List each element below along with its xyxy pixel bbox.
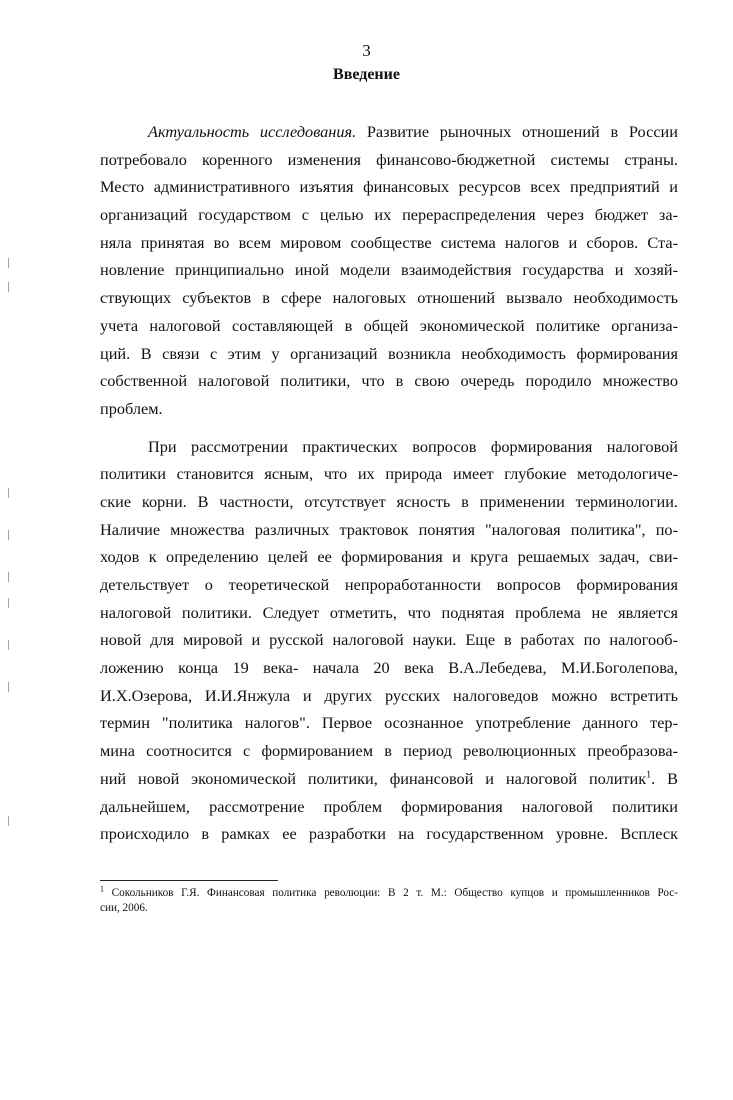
text-span: . В bbox=[651, 768, 678, 788]
footnote bbox=[100, 886, 678, 916]
page-number: 3 bbox=[362, 41, 371, 60]
text-line: термин "политика налогов". Первое осознанное употребление данного тер- bbox=[100, 713, 678, 733]
paragraph bbox=[100, 433, 678, 848]
text-line: ций. В связи с этим у организаций возникла необходимость формирования bbox=[100, 343, 678, 363]
text-line: детельствует о теоретической непроработанности вопросов формирования bbox=[100, 575, 678, 594]
text-span: Развитие рыночных отношений в России bbox=[366, 122, 678, 141]
text-line: При рассмотрении практических вопросов формирования налоговой bbox=[148, 436, 678, 456]
text-line: организаций государством с целью их перераспределения через бюджет за- bbox=[100, 205, 678, 225]
footnote-line: сии, 2006. bbox=[100, 902, 148, 914]
text-line: учета налоговой составляющей в общей экономической политике организа- bbox=[100, 315, 678, 335]
text-line: мина соотносится с формированием в период революционных преобразова- bbox=[100, 741, 678, 761]
scan-artifact bbox=[8, 258, 13, 268]
text-line: политики становится ясным, что их природа имеет глубокие методологиче- bbox=[100, 464, 678, 484]
text-line: Место административного изъятия финансовых ресурсов всех предприятий и bbox=[100, 177, 678, 197]
text-line: потребовало коренного изменения финансово-бюджетной системы страны. bbox=[100, 149, 678, 169]
scan-artifact bbox=[8, 530, 13, 540]
scan-artifact bbox=[8, 572, 13, 582]
text-line: ствующих субъектов в сфере налоговых отношений вызвало необходимость bbox=[100, 288, 678, 308]
text-line: няла принятая во всем мировом сообществе система налогов и сборов. Ста- bbox=[100, 232, 678, 252]
page-title: Введение bbox=[333, 66, 400, 83]
footnote-text: Сокольников Г.Я. Финансовая политика революции: В 2 т. М.: Общество купцов и промышленников Рос- bbox=[111, 887, 679, 899]
scan-artifact bbox=[8, 282, 13, 292]
scan-artifact bbox=[8, 640, 13, 650]
scan-artifact bbox=[8, 598, 13, 608]
footnote-reference[interactable]: 1 bbox=[646, 769, 652, 781]
text-span: ний новой экономической политики, финансовой и налоговой политик bbox=[100, 768, 647, 788]
footnote-line bbox=[100, 886, 678, 901]
text-line: дальнейшем, рассмотрение проблем формирования налоговой политики bbox=[100, 796, 678, 816]
text-line: новление принципиально иной модели взаимодействия государства и хозяй- bbox=[100, 260, 678, 280]
paragraph bbox=[100, 118, 678, 423]
text-line: новой для мировой и русской налоговой науки. Еще в работах по налогооб- bbox=[100, 630, 678, 650]
scan-artifact bbox=[8, 682, 13, 692]
text-line: И.Х.Озерова, И.И.Янжула и других русских налоговедов можно встретить bbox=[100, 685, 678, 705]
text-line bbox=[100, 118, 678, 146]
scan-artifact bbox=[8, 488, 13, 498]
text-line: проблем. bbox=[100, 398, 163, 418]
footnote-separator bbox=[100, 880, 278, 881]
footnote-mark: 1 bbox=[100, 884, 104, 894]
text-line: налоговой политики. Следует отметить, что поднятая проблема не является bbox=[100, 602, 678, 622]
body-text bbox=[100, 118, 678, 848]
text-line: ские корни. В частности, отсутствует ясность в применении терминологии. bbox=[100, 491, 678, 511]
lead-phrase: Актуальность исследования. bbox=[148, 122, 357, 141]
paragraph-spacer bbox=[100, 423, 678, 433]
text-line: собственной налоговой политики, что в свою очередь породило множество bbox=[100, 371, 678, 391]
text-line: Наличие множества различных трактовок понятия "налоговая политика", по- bbox=[100, 519, 678, 539]
scan-artifact bbox=[8, 816, 13, 826]
text-line: ложению конца 19 века- начала 20 века В.А.Лебедева, М.И.Боголепова, bbox=[100, 658, 678, 678]
text-line: происходило в рамках ее разработки на государственном уровне. Всплеск bbox=[100, 824, 678, 844]
text-line bbox=[100, 765, 678, 793]
text-line: ходов к определению целей ее формирования и круга решаемых задач, сви- bbox=[100, 547, 678, 567]
